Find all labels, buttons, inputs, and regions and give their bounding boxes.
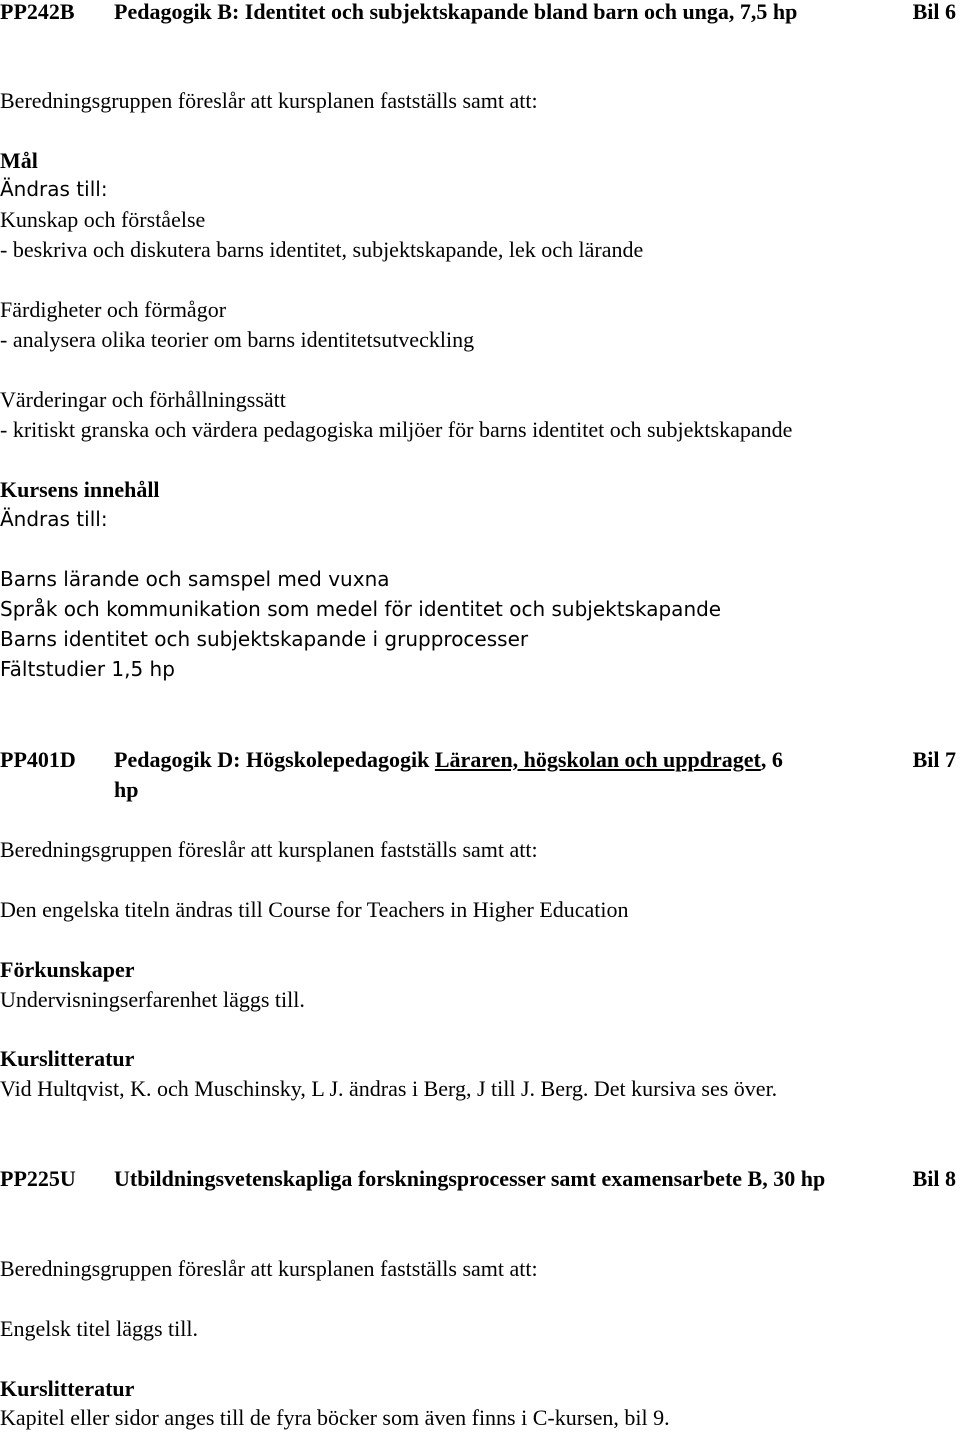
list-item: - beskriva och diskutera barns identitet, subjektskapande, lek och lärande [0,237,644,262]
section-heading-forkunskaper: Förkunskaper [0,957,135,982]
content-item: Fältstudier 1,5 hp [0,657,175,681]
subheading-kunskap: Kunskap och förståelse [0,207,206,232]
course-code: PP242B [0,0,75,24]
attachment-label: Bil 8 [912,1166,956,1191]
attachment-label: Bil 6 [912,0,956,24]
list-item: - kritiskt granska och värdera pedagogiska miljöer för barns identitet och subjektskapande [0,417,793,442]
content-item: Barns identitet och subjektskapande i grupprocesser [0,627,529,651]
intro-text: Beredningsgruppen föreslår att kursplanen fastställs samt att: [0,1256,538,1281]
course-title-part: Pedagogik D: Högskolepedagogik [114,747,435,772]
course-code: PP225U [0,1166,76,1191]
course-title-end: , 6 hp [114,747,783,802]
english-title-note: Den engelska titeln ändras till Course for Teachers in Higher Education [0,897,629,922]
list-item: - analysera olika teorier om barns identitetsutveckling [0,327,475,352]
course-title: Utbildningsvetenskapliga forskningsprocesser samt examensarbete B, 30 hp [114,1166,826,1191]
content-item: Språk och kommunikation som medel för identitet och subjektskapande [0,597,722,621]
course-title [114,745,794,805]
attachment-label: Bil 7 [912,747,956,772]
intro-text: Beredningsgruppen föreslår att kursplanen fastställs samt att: [0,837,538,862]
subheading-fardigheter: Färdigheter och förmågor [0,297,227,322]
intro-text: Beredningsgruppen föreslår att kursplanen fastställs samt att: [0,88,538,113]
forkunskaper-text: Undervisningserfarenhet läggs till. [0,987,305,1012]
course-title-underlined: Läraren, högskolan och uppdraget [434,747,761,772]
change-note: Ändras till: [0,177,108,201]
section-heading-innehall: Kursens innehåll [0,477,160,502]
change-note: Ändras till: [0,507,108,531]
course-code: PP401D [0,747,76,772]
kurslitteratur-text: Vid Hultqvist, K. och Muschinsky, L J. ändras i Berg, J till J. Berg. Det kursiva ses över. [0,1076,778,1101]
content-item: Barns lärande och samspel med vuxna [0,567,390,591]
section-heading-kurslitteratur: Kurslitteratur [0,1376,135,1401]
section-heading-kurslitteratur: Kurslitteratur [0,1046,135,1071]
section-heading-mal: Mål [0,148,38,173]
subheading-varderingar: Värderingar och förhållningssätt [0,387,286,412]
kurslitteratur-text: Kapitel eller sidor anges till de fyra böcker som även finns i C-kursen, bil 9. [0,1405,670,1430]
english-title-note: Engelsk titel läggs till. [0,1316,198,1341]
course-title: Pedagogik B: Identitet och subjektskapande bland barn och unga, 7,5 hp [114,0,798,24]
